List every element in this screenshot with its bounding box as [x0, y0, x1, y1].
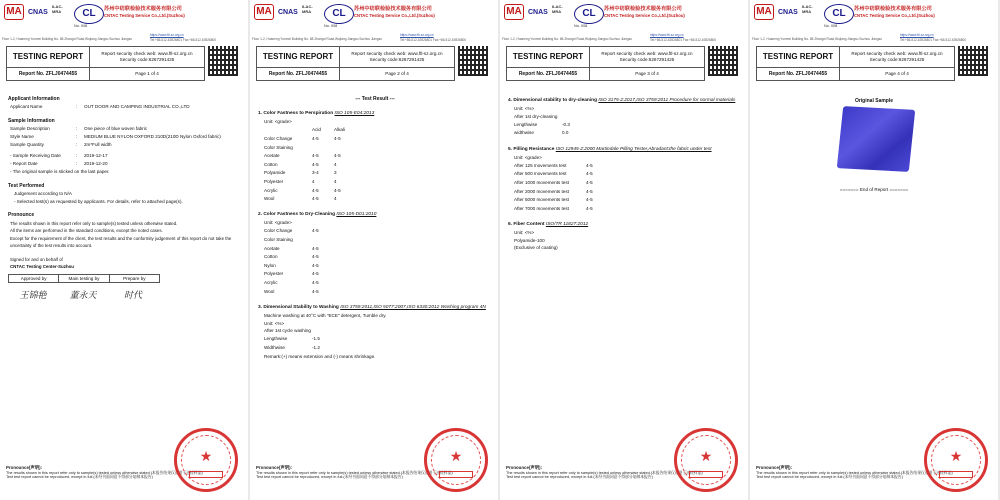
section-heading: Applicant Information	[8, 96, 60, 102]
page-header	[754, 4, 994, 32]
page-header	[254, 4, 494, 32]
report-header-table	[6, 46, 205, 81]
cl-logo: CL	[324, 4, 354, 24]
field-row: Style Name : MEDIUM BLUE NYLON OXFORD 210D(210D Nylon Oxford fabric)	[10, 133, 221, 139]
section-heading: 1. Color Fastness to Perspiration ISO 105-E04:2013	[258, 111, 375, 117]
report-page-1	[0, 0, 248, 500]
page-content	[8, 96, 242, 307]
report-title: TESTING REPORT	[507, 47, 590, 67]
report-title: TESTING REPORT	[757, 47, 840, 67]
table-row: Acrylic 4-5 4-5	[264, 187, 341, 193]
cl-logo: CL	[574, 4, 604, 24]
security-info: Report security check web: www.ftl-sz.org.cn Security code:6267291425	[601, 51, 693, 62]
ma-logo: MA	[754, 4, 776, 22]
cl-logo: CL	[74, 4, 104, 24]
unit-label: Unit: <%>	[514, 229, 535, 235]
report-number: Report No. ZFLJ0474455	[7, 68, 90, 80]
pilling-table	[508, 161, 742, 213]
section-heading: 5. Pilling Resistance ISO 12945-2:2000 Martindale Pilling Tester,Abradant:the fabric under test	[508, 146, 712, 152]
field-row: Applicant Name : OUT DOOR AND CAMPING INDUSTRIAL CO.,LTD	[10, 104, 190, 110]
table-row: Acrylic 4-5	[264, 280, 319, 286]
note: - Selected test(s) as requested by applicants. For details, refer to attached page(s).	[14, 198, 183, 204]
signature: 时代	[123, 291, 142, 302]
page-footer: Pronounce(声明): The results shown in this report refer only to sample(s) tested unless otherwise stated.(本报告结果仅适用于送检样品) Test test report cannot be reproduced, except in full.(未经书面同意不得部分复制本报告)	[6, 465, 203, 480]
washing-table: Lengthwise -1.5 Widthwise -1.2	[264, 336, 320, 350]
qr-code[interactable]	[708, 46, 738, 76]
cnas-logo: CNAS	[778, 9, 798, 16]
table-row: After 125 movements test 4-5	[514, 162, 593, 168]
address: Floor 1-2, Huaneng Yunmei Building No. 88 Zhangxi Road,Wujiang Jiangsu Suzhou Jiangsu	[2, 37, 132, 41]
table-row: Acetate 4-5	[264, 245, 319, 251]
signature: 王锦艳	[19, 291, 47, 302]
page-footer: Pronounce(声明): The results shown in this report refer only to sample(s) tested unless otherwise stated.(本报告结果仅适用于送检样品) Test test report cannot be reproduced, except in full.(未经书面同意不得部分复制本报告)	[256, 465, 453, 480]
security-info: Report security check web: www.ftl-sz.org.cn Security code:6267291425	[101, 51, 193, 62]
cnas-logo: CNAS	[28, 9, 48, 16]
field-row: Sample Quantity : 2m*Full width	[10, 141, 112, 147]
paragraph: uncertainty of the test results into account.	[10, 243, 93, 249]
paragraph: The results shown in this report refer only to sample(s) tested unless otherwise stated.	[10, 220, 178, 226]
cert-number: No. 008	[324, 24, 338, 28]
table-row: Wool 4-5 4	[264, 196, 337, 202]
contact: Tel:+86-512-63926801 Fax:+86-512-63926800	[900, 38, 967, 42]
company-name-cn: 苏州中纺联检验技术服务有限公司	[854, 6, 932, 12]
ilac-logo: ILAC-MRA	[52, 4, 63, 14]
table-row: After 5000 movements test 4-5	[514, 197, 593, 203]
page-content	[508, 98, 742, 251]
qr-code[interactable]	[208, 46, 238, 76]
page-header	[4, 4, 244, 32]
ilac-logo: ILAC-MRA	[802, 4, 813, 14]
signatures	[8, 285, 158, 307]
address: Floor 1-2, Huaneng Yunmei Building No. 88 Zhangxi Road,Wujiang Jiangsu Suzhou Jiangsu	[752, 37, 882, 41]
qr-code[interactable]	[958, 46, 988, 76]
cnas-logo: CNAS	[528, 9, 548, 16]
end-of-report: ======= End of Report =======	[839, 187, 909, 192]
page-number: Page 3 of 4	[635, 71, 659, 77]
address: Floor 1-2, Huaneng Yunmei Building No. 88 Zhangxi Road,Wujiang Jiangsu Suzhou Jiangsu	[502, 37, 632, 41]
page-header	[504, 4, 744, 32]
signature-table: Approved by Main testing by Prepare by	[8, 274, 160, 284]
perspiration-table: Acid Alkali Color Change 4-5 4-5 Color Staining Acetate 4-5 4-5 Cotton 4-5 4 Polyamide 3-4 3 Polyester 4 4 Acrylic 4-5 4-5 Wool 4-5 4	[258, 126, 492, 203]
unit-label: Unit: <grade>	[514, 154, 542, 160]
company-name-en: CNTAC Testing Service Co.,Ltd.(Suzhou)	[854, 13, 935, 18]
paragraph: All the items are performed in the standard conditions, except the noted cases.	[10, 228, 163, 234]
official-seal: ★	[924, 428, 988, 492]
table-row: Acetate 4-5 4-5	[264, 153, 341, 159]
table-row: After 1000 movements test 4-5	[514, 179, 593, 185]
qr-code[interactable]	[458, 46, 488, 76]
fiber-content-value: Polyamide-100	[514, 237, 545, 243]
contact: Tel:+86-512-63926801 Fax:+86-512-63926800	[650, 38, 717, 42]
section-heading: Sample Information	[8, 117, 55, 124]
table-row: Wool 4-5	[264, 288, 319, 294]
report-title: TESTING REPORT	[257, 47, 340, 67]
table-row: Polyamide 3-4 3	[264, 170, 337, 176]
page-number: Page 4 of 4	[885, 71, 909, 77]
note: (Exclusive of coating)	[514, 245, 558, 251]
official-seal: ★	[674, 428, 738, 492]
cl-logo: CL	[824, 4, 854, 24]
note: Judgement according to N/A	[14, 190, 72, 196]
address: Floor 1-2, Huaneng Yunmei Building No. 88 Zhangxi Road,Wujiang Jiangsu Suzhou Jiangsu	[252, 37, 382, 41]
report-title: TESTING REPORT	[7, 47, 90, 67]
company-name-cn: 苏州中纺联检验技术服务有限公司	[604, 6, 682, 12]
cnas-logo: CNAS	[278, 9, 298, 16]
website-link[interactable]: https://www.ftl-sz.org.cn	[650, 33, 684, 37]
dry-cleaning-table: Color Change 4-5 Color Staining Acetate 4-5 Cotton 4-5 Nylon 4-5 Polyester 4-5 Acrylic 4-5 Wool 4-5	[258, 227, 492, 296]
cert-number: No. 008	[74, 24, 88, 28]
contact: Tel:+86-512-63926801 Fax:+86-512-63926800	[150, 38, 217, 42]
field-row: - Sample Receiving Date : 2019-12-17	[10, 153, 108, 159]
note: After 1st dry-cleaning	[514, 113, 558, 119]
unit-label: Unit: <grade>	[264, 119, 292, 125]
table-row: After 2000 movements test 4-5	[514, 188, 593, 194]
remark: Remark:(+) means extension and (-) means shrinkage.	[264, 354, 376, 360]
signature: 董永天	[69, 291, 97, 302]
ilac-logo: ILAC-MRA	[302, 4, 313, 14]
report-number: Report No. ZFLJ0474455	[757, 68, 840, 80]
table-row: After 500 movements test 4-5	[514, 171, 593, 177]
official-seal: ★	[174, 428, 238, 492]
paragraph: Signed for and on behalf of	[10, 256, 63, 262]
ma-logo: MA	[4, 4, 26, 22]
ilac-logo: ILAC-MRA	[552, 4, 563, 14]
report-header-table	[256, 46, 455, 81]
ma-logo: MA	[504, 4, 526, 22]
report-page-3	[500, 0, 748, 500]
table-row: After 7000 movements test 4-5	[514, 205, 593, 211]
security-info: Report security check web: www.ftl-sz.org.cn Security code:6267291425	[351, 51, 443, 62]
cert-number: No. 008	[574, 24, 588, 28]
table-row: Polyester 4 4	[264, 178, 337, 184]
section-heading: 6. Fiber Content ISO/TR 11827:2012	[508, 221, 589, 227]
page-footer: Pronounce(声明): The results shown in this report refer only to sample(s) tested unless otherwise stated.(本报告结果仅适用于送检样品) Test test report cannot be reproduced, except in full.(未经书面同意不得部分复制本报告)	[506, 465, 703, 480]
section-heading: 3. Dimensional Stability to Washing ISO 3759:2011,ISO 5077:2007,ISO 6330:2012 Washing program 4N	[258, 304, 486, 310]
website-link[interactable]: https://www.ftl-sz.org.cn	[900, 33, 934, 37]
company-name-cn: 苏州中纺联检验技术服务有限公司	[354, 6, 432, 12]
report-number: Report No. ZFLJ0474455	[507, 68, 590, 80]
report-header-table	[506, 46, 705, 81]
result-title: --- Test Result ---	[355, 96, 395, 102]
contact: Tel:+86-512-63926801 Fax:+86-512-63926800	[400, 38, 467, 42]
cert-number: No. 008	[824, 24, 838, 28]
field-row: - Report Date : 2019-12-20	[10, 161, 108, 167]
section-heading: 2. Color Fastness to Dry-Cleaning ISO 105-D01:2010	[258, 212, 377, 218]
table-row: Cotton 4-5	[264, 254, 319, 260]
original-sample-title: Original Sample	[854, 98, 894, 104]
dry-cleaning-stability-table: Lengthwise -0.3 widthwise 0.0	[514, 121, 570, 136]
report-header-table	[756, 46, 955, 81]
unit-label: Unit: <grade>	[264, 220, 292, 226]
table-row: Nylon 4-5	[264, 262, 319, 268]
note: After 1st cycle washing	[264, 328, 311, 334]
report-number: Report No. ZFLJ0474455	[257, 68, 340, 80]
company-name-en: CNTAC Testing Service Co.,Ltd.(Suzhou)	[104, 13, 185, 18]
paragraph: Except for the requirement of the client, the test results and the conformity judgement of this report do not take the	[10, 235, 232, 241]
page-footer: Pronounce(声明): The results shown in this report refer only to sample(s) tested unless otherwise stated.(本报告结果仅适用于送检样品) Test test report cannot be reproduced, except in full.(未经书面同意不得部分复制本报告)	[756, 465, 953, 480]
company-name-cn: 苏州中纺联检验技术服务有限公司	[104, 6, 182, 12]
fabric-sample-image	[837, 106, 916, 172]
section-heading: Test Performed	[8, 182, 45, 189]
page-number: Page 2 of 4	[385, 71, 409, 77]
note: - The original sample is sticked on the last paper.	[10, 168, 110, 174]
unit-label: Unit: <%>	[264, 320, 285, 326]
field-row: Sample Description : One piece of blue woven fabric	[10, 126, 148, 132]
company-name-en: CNTAC Testing Service Co.,Ltd.(Suzhou)	[604, 13, 685, 18]
security-info: Report security check web: www.ftl-sz.org.cn Security code:6267291425	[851, 51, 943, 62]
table-row: Cotton 4-5 4	[264, 161, 337, 167]
company-name-en: CNTAC Testing Service Co.,Ltd.(Suzhou)	[354, 13, 435, 18]
report-page-4	[750, 0, 998, 500]
website-link[interactable]: https://www.ftl-sz.org.cn	[400, 33, 434, 37]
page-content	[258, 96, 492, 360]
official-seal: ★	[424, 428, 488, 492]
page-number: Page 1 of 4	[135, 71, 159, 77]
report-page-2	[250, 0, 498, 500]
section-heading: 4. Dimensional stability to dry-cleaning ISO 3175-2:2017,ISO 3759:2011 Procedure for normal materials	[508, 98, 736, 103]
note: Machine washing at 40°C with "ECE" detergent, Tumble dry.	[264, 312, 387, 318]
paragraph: CNTAC Testing Center-Suzhou	[10, 264, 74, 270]
website-link[interactable]: https://www.ftl-sz.org.cn	[150, 33, 184, 37]
ma-logo: MA	[254, 4, 276, 22]
section-heading: Pronounce	[8, 212, 35, 219]
table-row: Polyester 4-5	[264, 271, 319, 277]
unit-label: Unit: <%>	[514, 105, 535, 111]
